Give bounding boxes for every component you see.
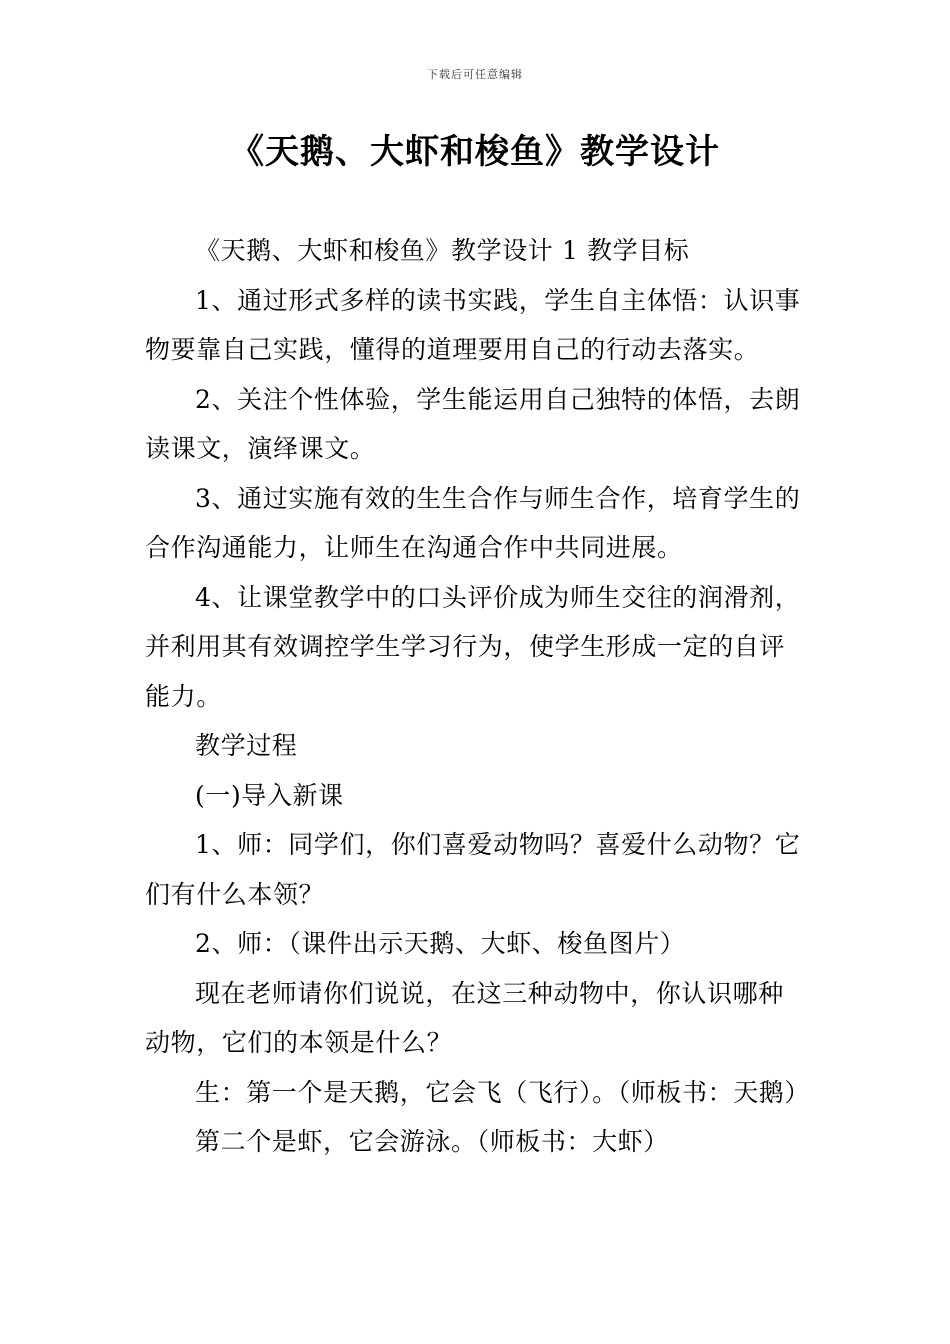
paragraph-student-answer-1: 生：第一个是天鹅，它会飞（飞行）。（师板书：天鹅） xyxy=(195,1077,811,1107)
paragraph-objective-3: 3、通过实施有效的生生合作与师生合作，培育学生的合作沟通能力，让师生在沟通合作中共同进展。 xyxy=(145,483,801,562)
document-body xyxy=(145,226,809,1167)
header-note: 下载后可任意编辑 xyxy=(427,68,523,81)
document-title: 《天鹅、大虾和梭鱼》教学设计 xyxy=(230,132,720,172)
paragraph-student-answer-2: 第二个是虾，它会游泳。（师板书：大虾） xyxy=(195,1127,669,1156)
paragraph-teacher-prompt: 现在老师请你们说说，在这三种动物中，你认识哪种动物，它们的本领是什么？ xyxy=(145,978,784,1057)
paragraph-subheading: (一)导入新课 xyxy=(195,780,344,810)
paragraph-objective-2: 2、关注个性体验，学生能运用自己独特的体悟，去朗读课文，演绎课文。 xyxy=(145,384,801,463)
paragraph-process-heading: 教学过程 xyxy=(195,731,298,760)
paragraph-objective-4: 4、让课堂教学中的口头评价成为师生交往的润滑剂，并利用其有效调控学生学习行为，使学生形成一定的自评能力。 xyxy=(145,582,801,711)
paragraph-step-1: 1、师：同学们，你们喜爱动物吗？喜爱什么动物？它们有什么本领？ xyxy=(145,830,801,909)
paragraph-step-2: 2、师：（课件出示天鹅、大虾、梭鱼图片） xyxy=(195,929,686,958)
paragraph-section-heading: 《天鹅、大虾和梭鱼》教学设计 1 教学目标 xyxy=(195,236,690,265)
paragraph-objective-1: 1、通过形式多样的读书实践，学生自主体悟：认识事物要靠自己实践，懂得的道理要用自己的行动去落实。 xyxy=(145,285,801,364)
